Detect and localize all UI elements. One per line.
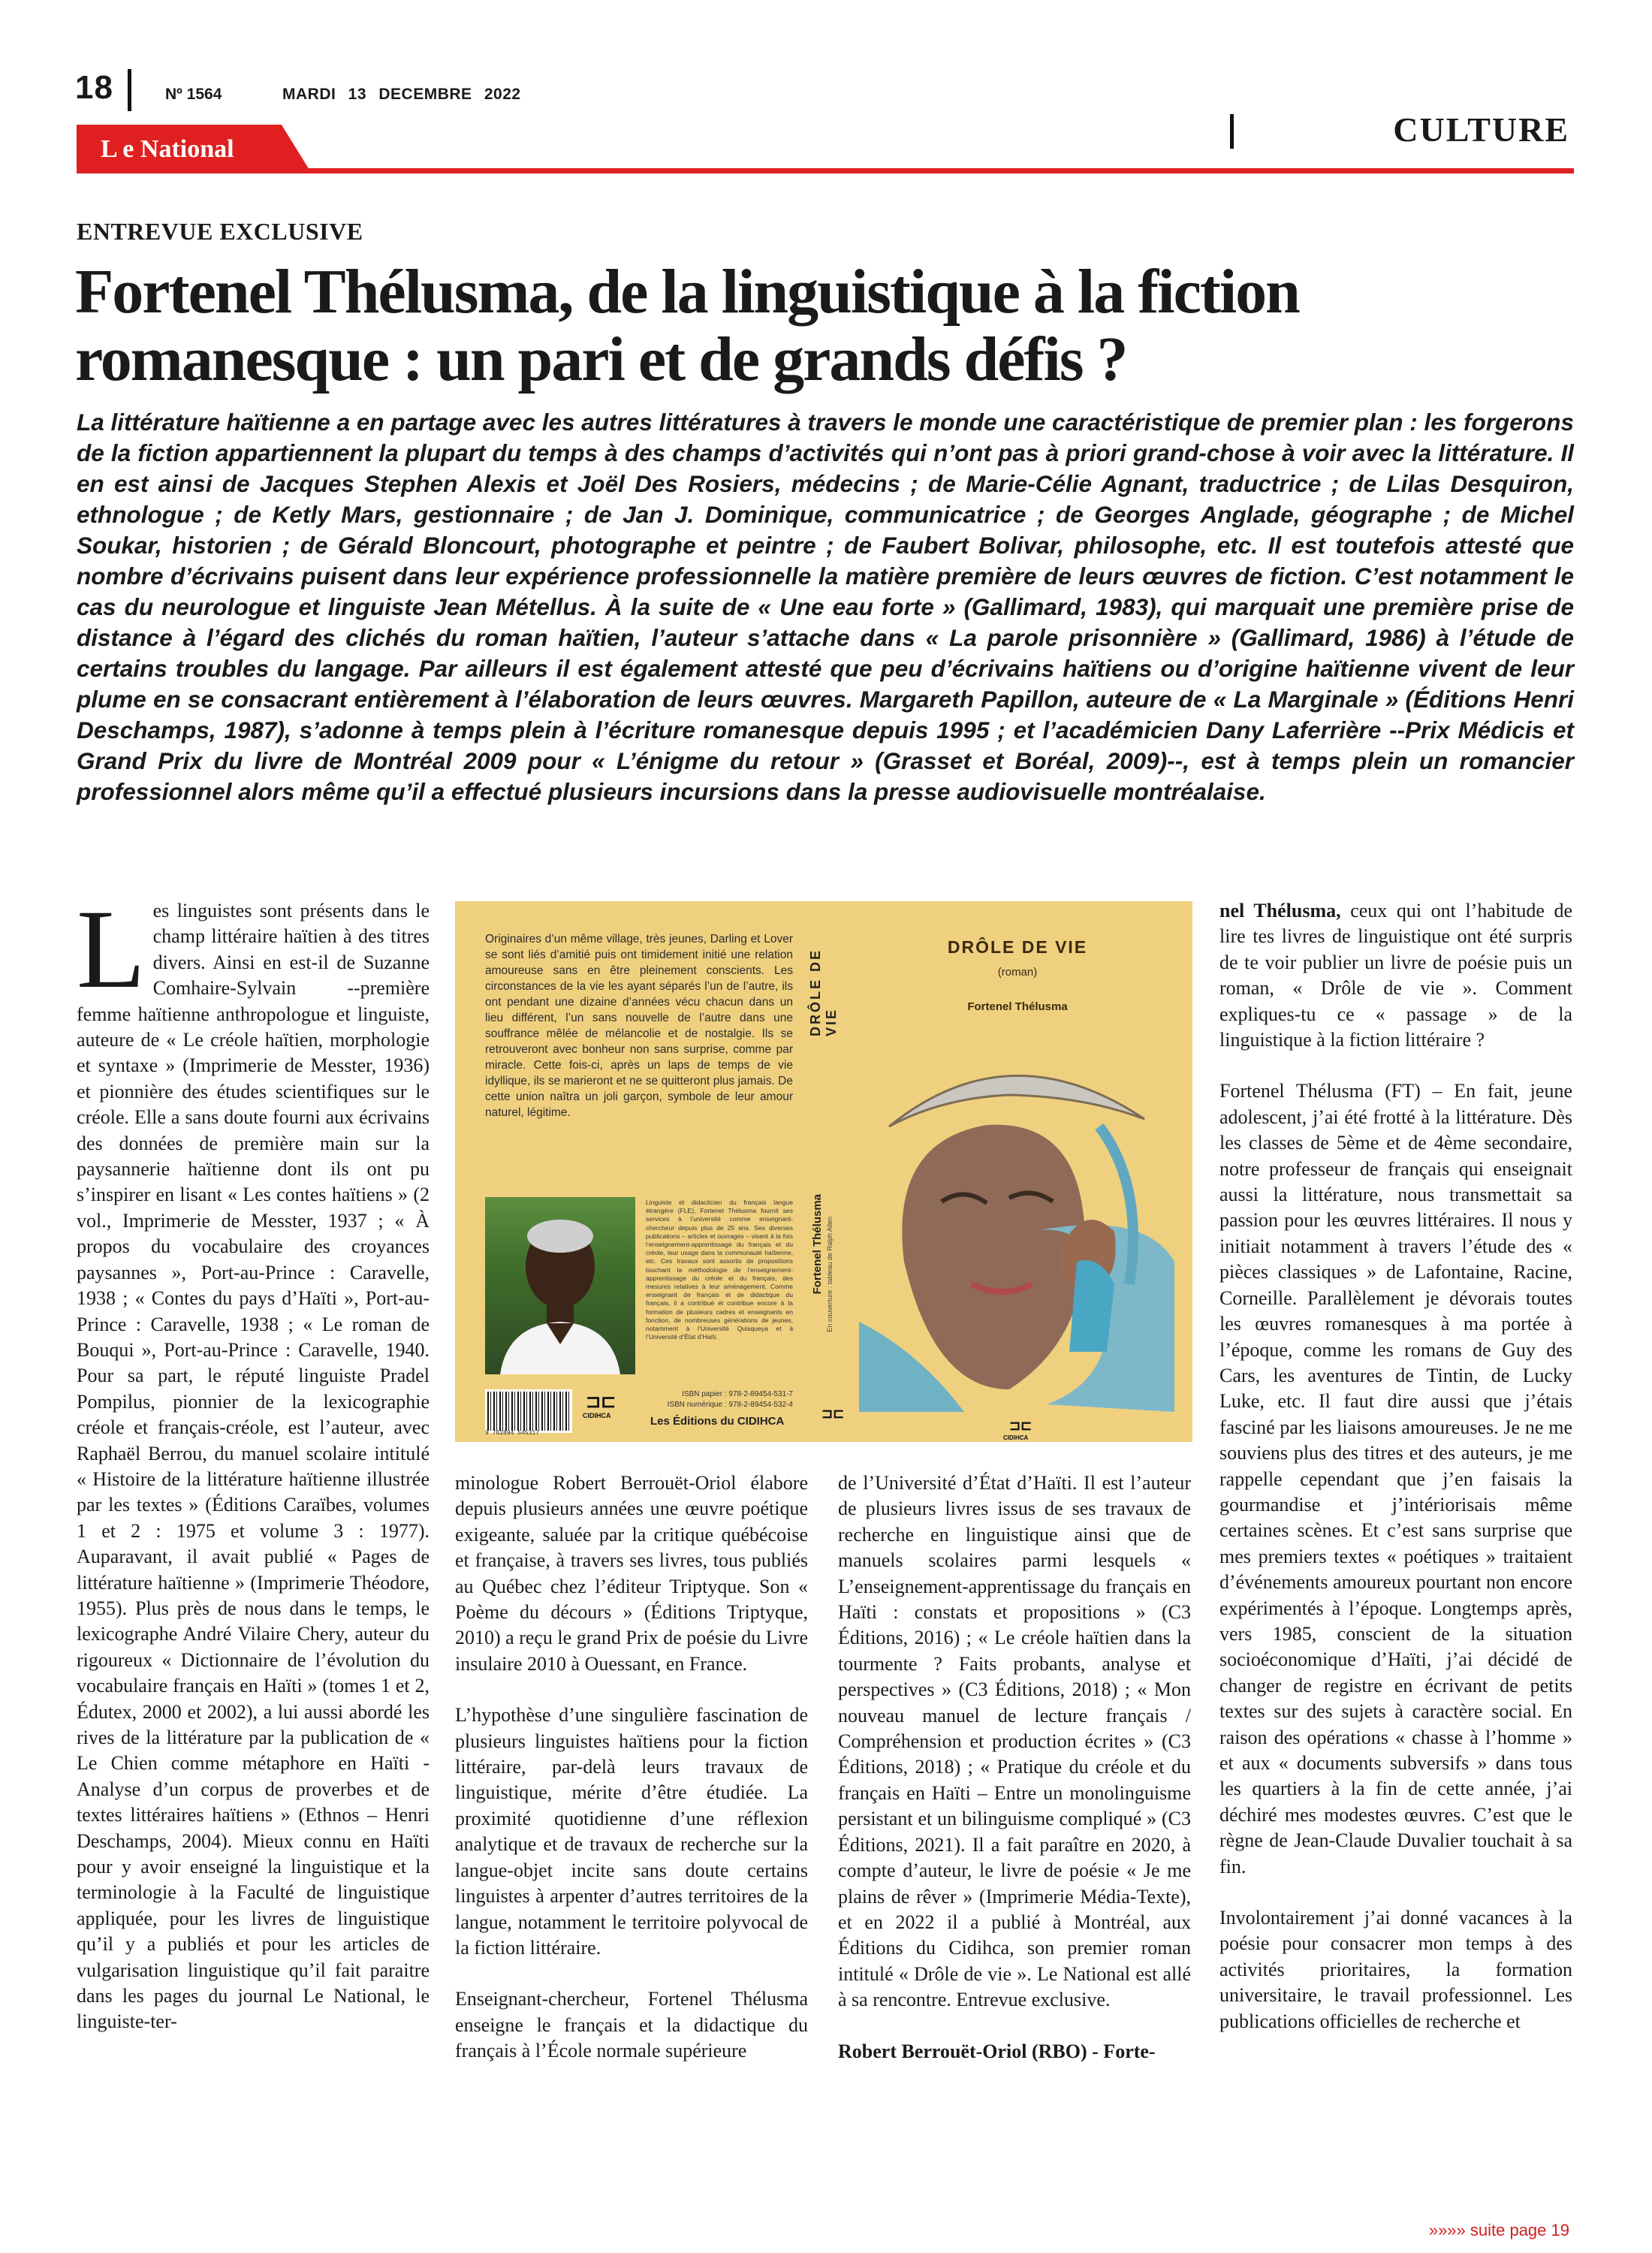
article-title <box>75 258 1502 394</box>
continued-link[interactable]: »»»» suite page 19 <box>1428 2221 1569 2239</box>
column-2-paragraph-1: minologue Robert Berrouët-Oriol élabore depuis plusieurs années une œuvre poétique exigeante, saluée par la critique québécoise et française, à travers ses livres, tous publiés au Québec chez l’éditeur Triptyque. Son « Poème du décours » (Éditions Triptyque, 2010) a reçu le grand Prix de poésie du Livre insulaire 2010 à Ouessant, en France. <box>455 1472 809 1675</box>
book-front-author: Fortenel Thélusma <box>967 1000 1068 1013</box>
column-4 <box>1219 898 1572 2060</box>
column-2-paragraph-2: L’hypothèse d’une singulière fascination de plusieurs linguistes haïtiens pour la fiction littéraire, par-delà leurs travaux de linguistique, mérite d’être étudiée. La proximité quotidienne d’une réflexion analytique et de travaux de recherche sur la langue-objet incite sans doute certains linguistes à arpenter d’autres territoires de la langue, notamment le territoire polyvocal de la fiction littéraire. <box>455 1704 808 1959</box>
cover-painting <box>859 1036 1174 1412</box>
page-number: 18 <box>75 69 113 106</box>
question-text: ceux qui ont l’habitude de lire tes livres de linguistique ont été surpris de te voir publier un livre de poésie puis un roman, « Drôle de vie ». Comment expliques-tu ce « passage » de la linguistique à la fiction littéraire ? <box>1219 900 1572 1051</box>
column-2-paragraph-3: Enseignant-chercheur, Fortenel Thélusma enseigne le français et la didactique du français à l’École normale supérieure <box>455 1988 808 2062</box>
article-kicker: ENTREVUE EXCLUSIVE <box>77 218 363 245</box>
front-logo-label: CIDIHCA <box>1003 1434 1029 1441</box>
answer-paragraph-2: Involontairement j’ai donné vacances à la poésie pour consacrer mon temps à des activités prioritaires, la formation universitaire, le travail professionnel. Les publications officielles de recherche et <box>1219 1907 1572 2032</box>
page-number-divider <box>128 69 131 111</box>
spine-logo-icon: ⊐⊏ <box>821 1406 845 1421</box>
article-lead: La littérature haïtienne a en partage avec les autres littératures à travers le monde une caractéristique de premier plan : les forgerons de la fiction appartiennent la plupart du temps à des champs d’activités qui n’ont pas à priori grand-chose à voir avec la littérature. Il en est ainsi de Jacques Stephen Alexis et Joël Des Rosiers, médecins ; de Marie-Célie Agnant, traductrice ; de Lilas Desquiron, ethnologue ; de Ketly Mars, gestionnaire ; de Jan J. Dominique, communicatrice ; de Georges Anglade, géographe ; de Michel Soukar, historien ; de Gérald Bloncourt, photographe et peintre ; de Faubert Bolivar, philosophe, etc. Il est toutefois attesté que nombre d’écrivains puisent dans leur expérience professionnelle la matière première de leurs œuvres de fiction. C’est notamment le cas du neurologue et linguiste Jean Métellus. À la suite de « Une eau forte » (Gallimard, 1983), qui marquait une première prise de distance à l’égard des clichés du roman haïtien, l’auteur s’attache dans « La parole prisonnière » (Gallimard, 1986) à l’étude de certains troubles du langage. Par ailleurs il est également attesté que peu d’écrivains haïtiens ou d’origine haïtienne vivent de leur plume en se consacrant entièrement à l’élaboration de leurs œuvres. Margareth Papillon, auteure de « La Marginale » (Éditions Henri Deschamps, 1987), s’adonne à temps plein à l’écriture romanesque depuis 1995 ; et l’académicien Dany Laferrière --Prix Médicis et Grand Prix du livre de Montréal 2009 pour « L’énigme du retour » (Grasset et Boréal, 2009)--, est à temps plein un romancier professionnel alors même qu’il a effectué plusieurs incursions dans la presse audiovisuelle montréalaise. <box>77 409 1574 805</box>
section-title: CULTURE <box>1393 110 1569 149</box>
author-photo <box>485 1197 635 1374</box>
painting-illustration <box>859 1036 1174 1412</box>
book-spine-credit: En couverture : tableau de Ralph Allen <box>826 1217 834 1332</box>
brand-label: L e National <box>101 135 234 163</box>
issue-date: MARDI 13 DECEMBRE 2022 <box>282 86 521 103</box>
book-back-blurb: Originaires d’un même village, très jeunes, Darling et Lover se sont liés d’amitié puis ont timidement initié une relation amoureuse sans en être pleinement conscients. Les circonstances de la vie les ayant séparés l’un de l’autre, ils ont pendant une dizaine d’années vécu chacun dans un lieu différent, l’un sans nouvelle de l’autre dans une souffrance mêlée de mélancolie et de nostalgie. Ils se retrouveront avec bonheur non sans surprise, comme par miracle. Cette fois-ci, après un laps de temps de vie idyllique, ils se marieront et ne se quitteront plus jamais. De cette union naîtra un joli garçon, symbole de leur amour naturel, légitime. <box>485 933 793 1119</box>
book-spine-title: DRÔLE DE VIE <box>808 948 839 1036</box>
answer-paragraph-1: Fortenel Thélusma (FT) – En fait, jeune adolescent, j’ai été frotté à la littérature. Dès les classes de 5ème et de 4ème secondaire, notre professeur de français qui enseignait aussi la littérature, nous transmettait sa passion pour les œuvres littéraires. Il nous y initiait notamment à travers l’étude des « pièces classiques » de Lafontaine, Racine, Corneille. Parallèlement je dévorais toutes les œuvres romanesques à ma portée à l’époque, comme les romans de Guy des Cars, les aventures de Tintin, de Lucky Luke, etc. Il faut dire aussi que j’étais fasciné par les liaisons amoureuses. Je ne me souviens plus des titres et des auteurs, je me rappelle cependant que j’en faisais la gourmandise et j’intériorisais même certaines scènes. Et c’est sans surprise que mes premiers textes « poétiques » traitaient d’événements amoureux pourtant non encore expérimentés à l’époque. Longtemps après, vers 1985, conscient de la situation socioéconomique d’Haïti, j’ai décidé de changer de registre en écrivant de petits textes sur des sujets à caractère social. En raison des opérations « chasse à l’homme » et aux « documents subversifs » dans tous les quartiers à la fin de cette année, j’ai déchiré mes modestes œuvres. C’est que le règne de Jean-Claude Duvalier touchait à sa fin. <box>1219 1080 1572 1878</box>
book-front-subtitle: (roman) <box>997 966 1038 979</box>
barcode-number: 9 782894 545317 <box>485 1430 540 1437</box>
front-logo-icon: ⊐⊏ <box>1009 1418 1032 1433</box>
isbn-digital: ISBN numérique : 978-2-89454-532-4 <box>667 1401 793 1409</box>
column-1-text: es linguistes sont présents dans le champ littéraire haïtien à des titres divers. Ainsi en est-il de Suzanne Comhaire-Sylvain --première femme haïtienne anthropologue et linguiste, auteure de « Le créole haïtien, morphologie et syntaxe » (Imprimerie de Messter, 1936) et pionnière des études scientifiques sur le créole. Elle a sans doute fourni aux écrivains des données de première main sur la paysannerie haïtienne dont ils ont pu s’inspirer en lisant « Les contes haïtiens » (2 vol., Imprimerie de Messter, 1937 ; « À propos du vocabulaire des croyances paysannes », Port-au-Prince : Caravelle, 1938 ; « Contes du pays d’Haïti », Port-au-Prince : Caravelle, 1938 ; « Le roman de Bouqui », Port-au-Prince : Caravelle, 1940. Pour sa part, le réputé linguiste Pradel Pompilus, pionnier de la lexicographie créole et français-créole, est l’auteur, avec Raphaël Berrou, du manuel scolaire intitulé « Histoire de la littérature haïtienne illustrée par les textes » (Éditions Caraïbes, volumes 1 et 2 : 1975 et volume 3 : 1977). Auparavant, il avait publié « Pages de littérature haïtienne » (Imprimerie Théodore, 1955). Plus près de nous dans le temps, le lexicographe André Vilaire Chery, auteur du rigoureux « Dictionnaire de l’évolution du vocabulaire français en Haïti » (tomes 1 et 2, Édutex, 2000 et 2002), a lui aussi abordé les rives de la littérature par la publication de « Le Chien comme métaphore en Haïti - Analyse d’un corpus de proverbes et de textes littéraires haïtiens » (Ethnos – Henri Deschamps, 2004). Mieux connu en Haïti pour y avoir enseigné la linguistique et la terminologie à la Faculté de linguistique appliquée, pour les livres de linguistique qu’il y a publiés et pour les articles de vulgarisation linguistique qu’il fait paraitre dans les pages du journal Le National, le linguiste-ter- <box>77 900 430 2033</box>
publisher-logo-icon: ⊐⊏ <box>586 1392 616 1412</box>
isbn-paper: ISBN papier : 978-2-89454-531-7 <box>682 1390 793 1398</box>
publisher-name: Les Éditions du CIDIHCA <box>650 1415 785 1428</box>
article-title-line-1: Fortenel Thélusma, de la linguistique à la fiction <box>75 257 1299 327</box>
publisher-logo-label: CIDIHCA <box>583 1412 611 1419</box>
article-title-line-2: romanesque : un pari et de grands défis ? <box>75 324 1127 394</box>
column-2 <box>455 1470 808 2090</box>
barcode <box>485 1389 572 1433</box>
question-name: nel Thélusma, <box>1219 900 1341 921</box>
interview-byline: Robert Berrouët-Oriol (RBO) - Forte- <box>838 2040 1156 2062</box>
column-3 <box>838 1470 1191 2090</box>
column-1 <box>77 887 430 2061</box>
section-divider <box>1230 114 1234 149</box>
column-3-paragraph-1: de l’Université d’État d’Haïti. Il est l’auteur de plusieurs livres issus de ses travaux de recherche en linguistique ainsi que de manuels scolaires parmi lesquels « L’enseignement-apprentissage du français en Haïti : constats et propositions » (C3 Éditions, 2016) ; « Le créole haïtien dans la tourmente ? Faits probants, analyse et perspectives » (C3 Éditions, 2018) ; « Mon nouveau manuel de lecture français / Compréhension et production écrites » (C3 Éditions, 2018) ; « Pratique du créole et du français en Haïti – Entre un monolinguisme persistant et un bilinguisme compliqué » (C3 Éditions, 2021). Il a fait paraître en 2020, à compte d’auteur, le livre de poésie « Je me plains de rêver » (Imprimerie Média-Texte), et en 2022 il a publié à Montréal, aux Éditions du Cidihca, son premier roman intitulé « Drôle de vie ». Le National est allé à sa rencontre. Entrevue exclusive. <box>838 1472 1191 2011</box>
header-red-rule <box>77 168 1574 173</box>
author-portrait-icon <box>485 1197 635 1374</box>
drop-cap: L <box>77 887 146 1012</box>
isbn-block <box>653 1389 793 1410</box>
book-spine-author: Fortenel Thélusma <box>811 1194 824 1295</box>
issue-number: Nº 1564 <box>165 86 222 103</box>
book-front-title: DRÔLE DE VIE <box>947 937 1088 957</box>
author-bio: Linguiste et didacticien du français langue étrangère (FLE), Fortenel Thélusma fournit ses services à l’université comme enseignant-chercheur depuis plus de 25 ans. Ses diverses publications – articles et ouvrages – visent à la fois l’enseignement-apprentissage du français et du créole, leur usage dans la communauté haïtienne, etc. Ces travaux sont assortis de propositions touchant la méthodologie de l’enseignement-apprentissage du créole et du français, des mesures relatives à leur aménagement. Comme enseignant de français et de didactique du français, il a contribué et contribue encore à la formation de plusieurs cadres et enseignants en fonction, de nombreuses générations de jeunes, notamment à l’Université Quisqueya et à l’Université d’État d’Haïti. <box>646 1199 793 1341</box>
